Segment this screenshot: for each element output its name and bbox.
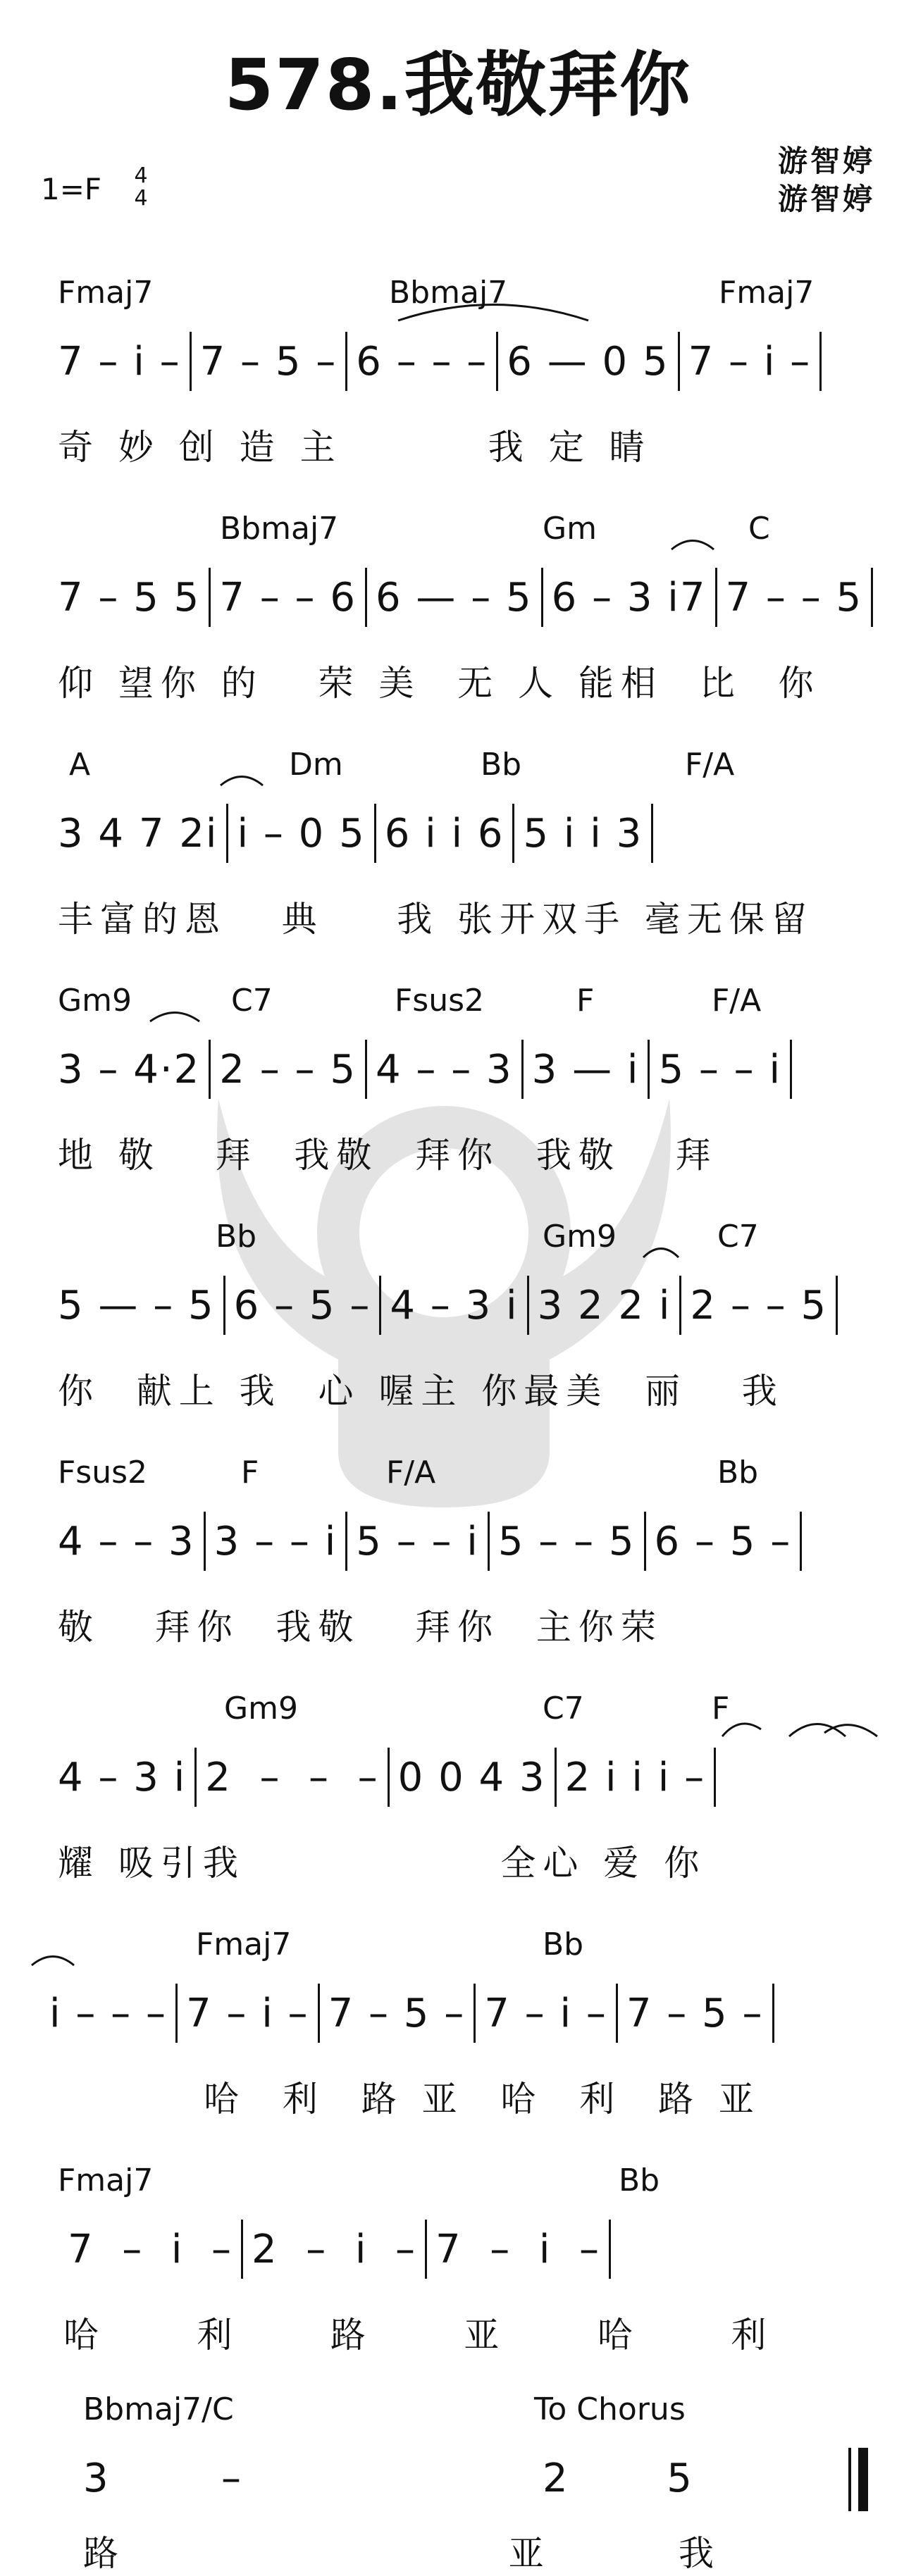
lyrics-line: 哈 利 路 亚 哈 利 路 亚 (58, 2079, 761, 2120)
measure: 3 — i (531, 1046, 640, 1093)
measure: 7 – 5 – (199, 338, 338, 385)
measure: 6 – 5 – (654, 1518, 792, 1564)
chord: Bb (619, 2163, 660, 2198)
barline (714, 1748, 716, 1807)
barline (772, 1984, 774, 2043)
measure: 2 i i i – (564, 1754, 706, 1800)
final-barline (846, 2448, 874, 2511)
barline (488, 1512, 490, 1571)
chord: F/A (712, 983, 762, 1019)
chord: Bbmaj7 (220, 511, 339, 547)
measure: 7 – i – (484, 1990, 607, 2036)
chord: F (712, 1691, 730, 1726)
chord: Bbmaj7 (389, 275, 508, 311)
barline (541, 568, 543, 627)
system-5 (0, 1219, 916, 1451)
tie-arc (28, 1948, 78, 1969)
barline (388, 1748, 390, 1807)
barline (651, 804, 653, 863)
tie-arc (719, 1712, 881, 1740)
measure: 7 – i – (435, 2226, 600, 2272)
measure: 7 – – 5 (725, 574, 863, 621)
barline (555, 1748, 557, 1807)
barline (679, 1276, 681, 1335)
measure: 7 – i – (185, 1990, 309, 2036)
chord: F (576, 983, 595, 1019)
barline (800, 1512, 802, 1571)
measure: 2 – i – (252, 2226, 416, 2272)
tie-arc (217, 768, 266, 789)
time-signature (128, 165, 154, 210)
system-9 (0, 2163, 916, 2395)
lyrics-line: 你 献上 我 心 喔主 你最美 丽 我 (58, 1371, 784, 1412)
chord: C (748, 511, 770, 547)
barline (345, 332, 347, 391)
measure: 7 – – 6 (219, 574, 357, 621)
chord: Gm (543, 511, 597, 547)
barline (496, 332, 498, 391)
system-6 (0, 1455, 916, 1687)
chord: Gm9 (543, 1219, 617, 1255)
measure: 3 4 7 2i (58, 810, 218, 857)
measure: i – 0 5 (237, 810, 366, 857)
meter-bottom: 4 (134, 186, 148, 211)
lyrics-line: 敬 拜你 我敬 拜你 主你荣 (58, 1607, 663, 1648)
measure: 2 – – 5 (690, 1282, 828, 1329)
barline (648, 1040, 650, 1099)
credit-composer: 游智婷 (777, 182, 875, 216)
measure: 7 – i – (68, 2226, 233, 2272)
chord: Gm9 (58, 983, 132, 1019)
barline (379, 1276, 381, 1335)
barline (512, 804, 514, 863)
barline (836, 1276, 838, 1335)
lyrics-line: 仰 望你 的 荣 美 无 人 能相 比 你 (58, 663, 821, 704)
tie-arc (395, 296, 592, 324)
tie-arc (668, 532, 717, 553)
chord: C7 (543, 1691, 584, 1726)
measure: 4 – – 3 (375, 1046, 513, 1093)
measure: 7 – i – (688, 338, 812, 385)
measure: 5 – – 5 (497, 1518, 636, 1564)
barline (819, 332, 822, 391)
measure: 4 – 3 i (390, 1282, 519, 1329)
chord: Fsus2 (395, 983, 485, 1019)
chord: F/A (386, 1455, 436, 1491)
measure: 7 – 5 5 (58, 574, 201, 621)
chord: Fmaj7 (196, 1927, 292, 1962)
chord: Fsus2 (58, 1455, 148, 1491)
measure: i – – – (49, 1990, 167, 2036)
lyrics-line: 耀 吸引我 全心 爱 你 (58, 1843, 707, 1884)
barline (616, 1984, 618, 2043)
measure: 6 — – 5 (375, 574, 533, 621)
lyrics-line: 哈 利 路 亚 哈 利 (63, 2315, 774, 2356)
barline (365, 568, 367, 627)
barline (194, 1748, 197, 1807)
chord: To Chorus (534, 2391, 686, 2427)
lyrics-line: 路 亚 我 (83, 2533, 722, 2574)
chord: Bb (481, 747, 522, 783)
tie-arc (147, 1004, 203, 1025)
barline (521, 1040, 524, 1099)
barline (365, 1040, 367, 1099)
measure: 6 – 3 i7 (551, 574, 707, 621)
chord: Bb (543, 1927, 584, 1962)
barline (190, 332, 192, 391)
barline (175, 1984, 178, 2043)
measure: 6 i i 6 (384, 810, 505, 857)
chord: Bb (216, 1219, 257, 1255)
measure: 5 – – i (356, 1518, 479, 1564)
tie-arc (640, 1240, 682, 1261)
barline (204, 1512, 206, 1571)
chord: Bbmaj7/C (83, 2391, 234, 2427)
system-10 (0, 2391, 916, 2574)
system-1 (0, 275, 916, 507)
measure: 2 – – – (205, 1754, 379, 1800)
measure: 0 0 4 3 (397, 1754, 546, 1800)
barline (209, 568, 211, 627)
chord: C7 (231, 983, 273, 1019)
chord: F/A (685, 747, 735, 783)
measure: 3 – (83, 2455, 243, 2501)
measure: 3 – – i (213, 1518, 338, 1564)
measure: 5 — – 5 (58, 1282, 215, 1329)
measure: 2 5 (543, 2455, 693, 2501)
meter-top: 4 (134, 163, 148, 188)
system-4 (0, 983, 916, 1215)
barline (223, 1276, 225, 1335)
chord: Fmaj7 (58, 2163, 154, 2198)
measure: 7 – 5 – (328, 1990, 466, 2036)
lyrics-line: 丰富的恩 典 我 张开双手 毫无保留 (58, 899, 815, 940)
measure: 4 – 3 i (58, 1754, 187, 1800)
barline (871, 568, 873, 627)
barline (474, 1984, 476, 2043)
chord: C7 (717, 1219, 759, 1255)
credit-lyricist: 游智婷 (777, 144, 875, 178)
chord: Fmaj7 (58, 275, 154, 311)
barline (209, 1040, 211, 1099)
chord: Dm (289, 747, 343, 783)
lyrics-line: 地 敬 拜 我敬 拜你 我敬 拜 (58, 1135, 718, 1176)
system-8 (0, 1927, 916, 2159)
chord: Gm9 (224, 1691, 298, 1726)
chord: Fmaj7 (719, 275, 815, 311)
measure: 3 – 4·2 (58, 1046, 201, 1093)
chord: A (69, 747, 91, 783)
barline (345, 1512, 347, 1571)
measure: 5 – – i (658, 1046, 782, 1093)
measure: 3 2 2 i (537, 1282, 671, 1329)
barline (790, 1040, 792, 1099)
measure: 6 — 0 5 (507, 338, 669, 385)
barline (241, 2220, 243, 2279)
system-2 (0, 511, 916, 743)
measure: 7 – 5 – (626, 1990, 764, 2036)
measure: 4 – – 3 (58, 1518, 195, 1564)
barline (527, 1276, 529, 1335)
system-3 (0, 747, 916, 979)
measure: 5 i i 3 (523, 810, 643, 857)
song-title: 578.我敬拜你 (224, 44, 692, 126)
barline (678, 332, 680, 391)
lyrics-line: 奇 妙 创 造 主 我 定 睛 (58, 427, 652, 468)
measure: 2 – – 5 (219, 1046, 357, 1093)
key-signature: 1=F (41, 172, 102, 206)
barline (226, 804, 228, 863)
measure: 6 – – – (356, 338, 488, 385)
chord: Bb (717, 1455, 759, 1491)
barline (644, 1512, 646, 1571)
system-7 (0, 1691, 916, 1923)
barline (609, 2220, 611, 2279)
barline (318, 1984, 320, 2043)
barline (425, 2220, 427, 2279)
measure: 7 – i – (58, 338, 181, 385)
measure: 6 – 5 – (233, 1282, 371, 1329)
barline (374, 804, 376, 863)
chord: F (241, 1455, 259, 1491)
barline (715, 568, 717, 627)
